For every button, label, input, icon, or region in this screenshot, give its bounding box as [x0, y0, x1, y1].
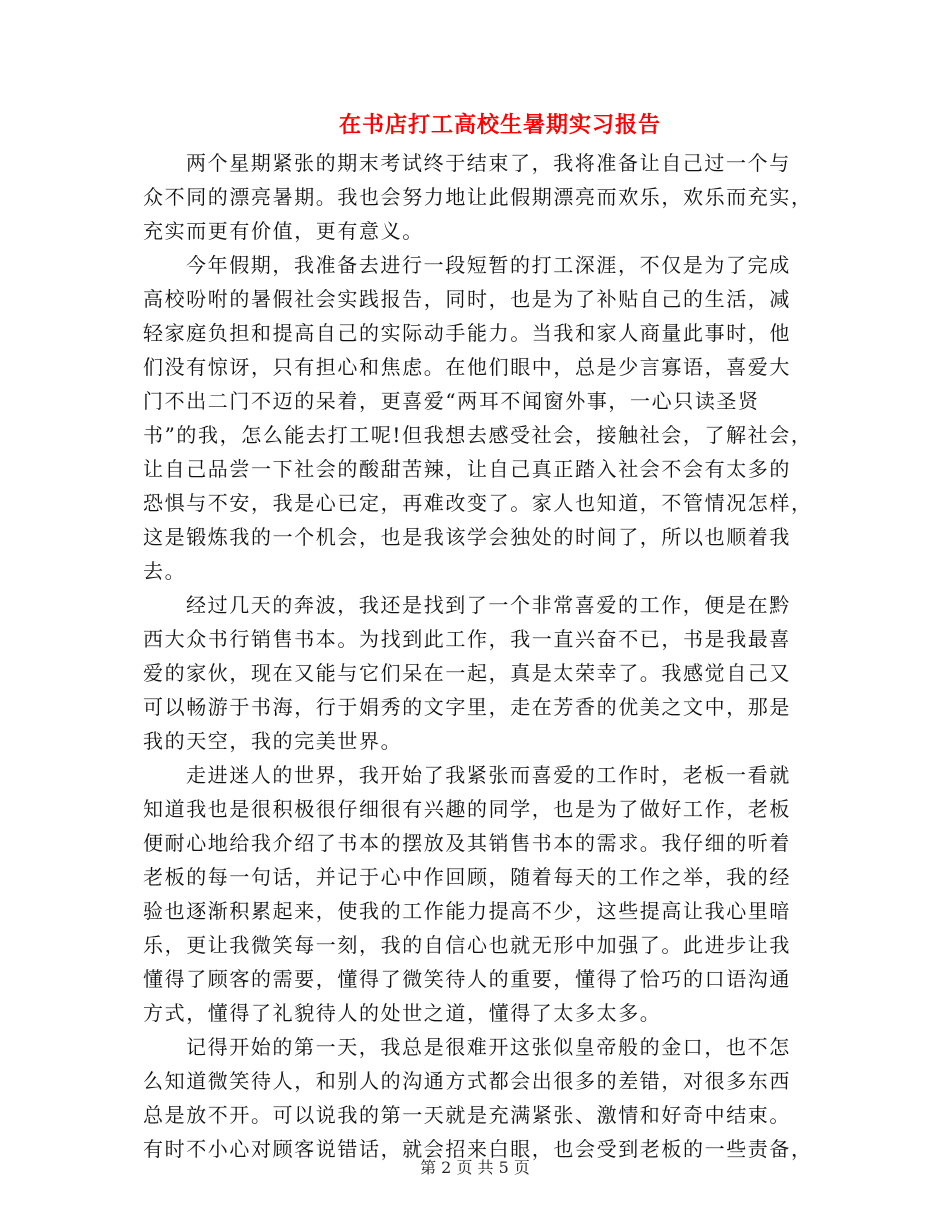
- paragraph-line: 两个星期紧张的期末考试终于结束了，我将准备让自己过一个与: [186, 151, 791, 175]
- paragraph-line: 老板的每一句话，并记于心中作回顾，随着每天的工作之举，我的经: [143, 865, 791, 889]
- paragraph-line: 去。: [143, 559, 187, 583]
- document-body: [143, 146, 823, 1166]
- paragraph-line: 门不出二门不迈的呆着，更喜爱“两耳不闻窗外事，一心只读圣贤: [143, 389, 760, 413]
- page-footer: 第 2 页 共 5 页: [420, 1158, 530, 1177]
- paragraph-line: 我的天空，我的完美世界。: [143, 729, 403, 753]
- paragraph-line: 验也逐渐积累起来，使我的工作能力提高不少，这些提高让我心里暗: [143, 899, 791, 923]
- paragraph-line: 轻家庭负担和提高自己的实际动手能力。当我和家人商量此事时，他: [143, 321, 791, 345]
- paragraph-line: 爱的家伙，现在又能与它们呆在一起，真是太荣幸了。我感觉自己又: [143, 661, 791, 685]
- paragraph-line: 经过几天的奔波，我还是找到了一个非常喜爱的工作，便是在黔: [186, 593, 791, 617]
- paragraph-line: 高校吩咐的暑假社会实践报告，同时，也是为了补贴自己的生活，减: [143, 287, 791, 311]
- paragraph-line: 走进迷人的世界，我开始了我紧张而喜爱的工作时，老板一看就: [186, 763, 791, 787]
- paragraph-line: 这是锻炼我的一个机会，也是我该学会独处的时间了，所以也顺着我: [143, 525, 791, 549]
- paragraph-line: 乐，更让我微笑每一刻，我的自信心也就无形中加强了。此进步让我: [143, 933, 791, 957]
- paragraph-line: 么知道微笑待人，和别人的沟通方式都会出很多的差错，对很多东西: [143, 1069, 791, 1093]
- paragraph-line: 方式，懂得了礼貌待人的处世之道，懂得了太多太多。: [143, 1001, 662, 1025]
- paragraph-line: 西大众书行销售书本。为找到此工作，我一直兴奋不已，书是我最喜: [143, 627, 791, 651]
- paragraph-line: 便耐心地给我介绍了书本的摆放及其销售书本的需求。我仔细的听着: [143, 831, 791, 855]
- paragraph-line: 恐惧与不安，我是心已定，再难改变了。家人也知道，不管情况怎样，: [143, 491, 813, 515]
- paragraph-line: 总是放不开。可以说我的第一天就是充满紧张、激情和好奇中结束。: [143, 1103, 791, 1127]
- paragraph-line: 可以畅游于书海，行于娟秀的文字里，走在芳香的优美之文中，那是: [143, 695, 791, 719]
- paragraph-line: 有时不小心对顾客说错话，就会招来白眼，也会受到老板的一些责备，: [143, 1137, 813, 1161]
- paragraph-line: 今年假期，我准备去进行一段短暂的打工深涯，不仅是为了完成: [186, 253, 791, 277]
- paragraph-line: 书”的我，怎么能去打工呢!但我想去感受社会，接触社会，了解社会，: [143, 423, 813, 447]
- paragraph-line: 懂得了顾客的需要，懂得了微笑待人的重要，懂得了恰巧的口语沟通: [143, 967, 791, 991]
- paragraph-line: 让自己品尝一下社会的酸甜苦辣，让自己真正踏入社会不会有太多的: [143, 457, 791, 481]
- paragraph-line: 记得开始的第一天，我总是很难开这张似皇帝般的金口，也不怎: [186, 1035, 791, 1059]
- paragraph-line: 众不同的漂亮暑期。我也会努力地让此假期漂亮而欢乐，欢乐而充实，: [143, 185, 813, 209]
- paragraph-line: 知道我也是很积极很仔细很有兴趣的同学，也是为了做好工作，老板: [143, 797, 791, 821]
- paragraph-line: 们没有惊讶，只有担心和焦虑。在他们眼中，总是少言寡语，喜爱大: [143, 355, 791, 379]
- document-title: 在书店打工高校生暑期实习报告: [338, 112, 661, 138]
- paragraph-line: 充实而更有价值，更有意义。: [143, 219, 424, 243]
